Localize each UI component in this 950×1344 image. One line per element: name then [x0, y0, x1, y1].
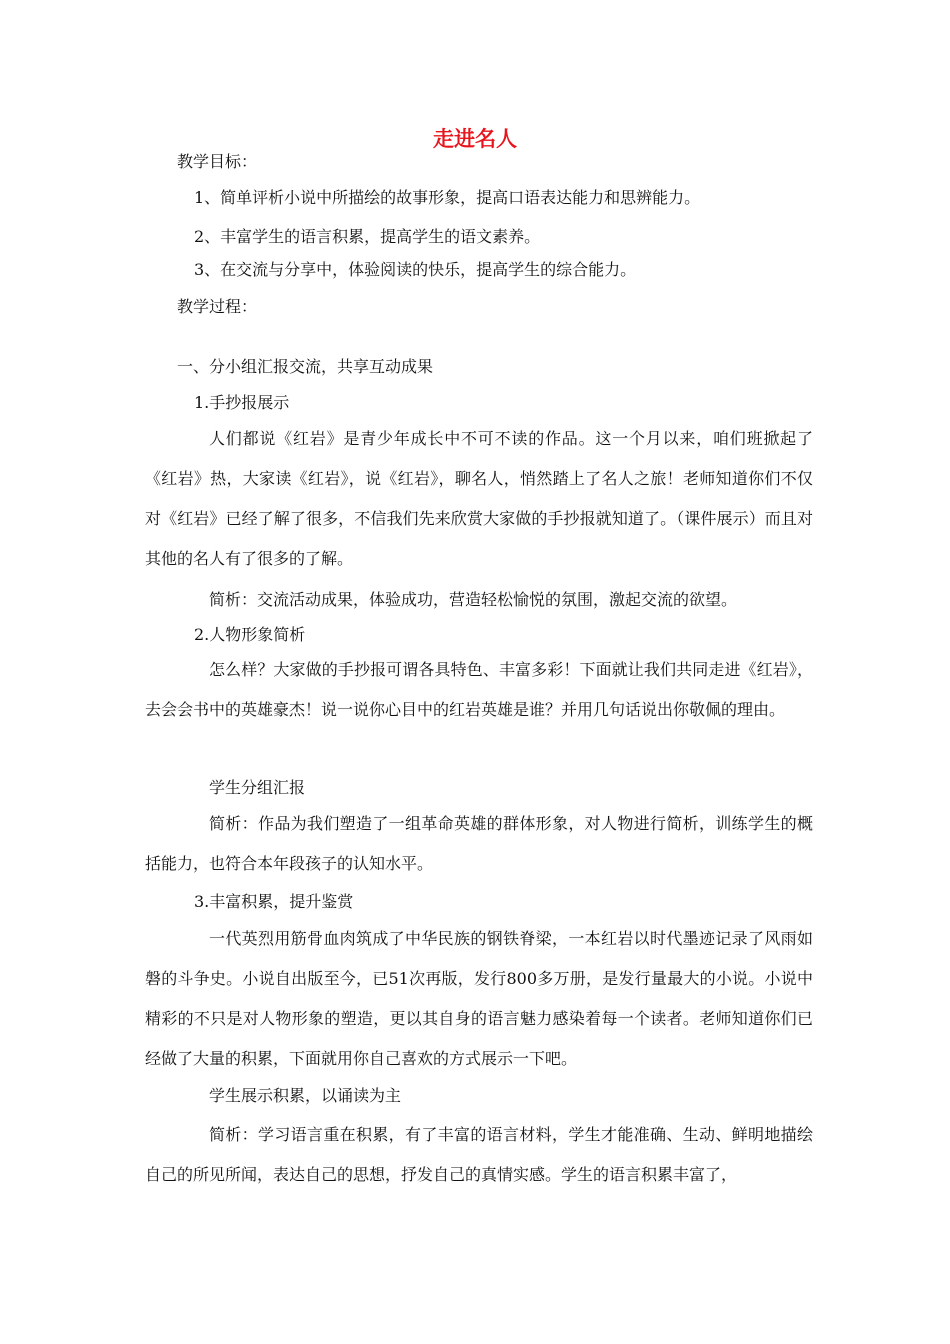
goal-item-2: 2、丰富学生的语言积累，提高学生的语文素养。 [194, 227, 541, 246]
subsection-2-heading: 2.人物形象简析 [194, 625, 306, 644]
subsection-2-activity: 学生分组汇报 [209, 778, 306, 797]
subsection-3-analysis: 简析：学习语言重在积累，有了丰富的语言材料，学生才能准确、生动、鲜明地描绘自己的所见所闻，表达自己的思想，抒发自己的真情实感。学生的语言积累丰富了， [145, 1125, 813, 1184]
subsection-2-paragraph: 怎么样？大家做的手抄报可谓各具特色、丰富多彩！下面就让我们共同走进《红岩》，去会会书中的英雄豪杰！说一说你心目中的红岩英雄是谁？并用几句话说出你敬佩的理由。 [145, 660, 813, 719]
subsection-1-analysis: 简析：交流活动成果，体验成功，营造轻松愉悦的氛围，激起交流的欲望。 [209, 590, 738, 609]
subsection-3-activity: 学生展示积累，以诵读为主 [209, 1086, 402, 1105]
goal-item-3: 3、在交流与分享中，体验阅读的快乐，提高学生的综合能力。 [194, 260, 637, 279]
goals-heading: 教学目标： [177, 152, 258, 171]
subsection-2-analysis: 简析：作品为我们塑造了一组革命英雄的群体形象，对人物进行简析，训练学生的概括能力，也符合本年段孩子的认知水平。 [145, 814, 813, 873]
document-title: 走进名人 [433, 127, 517, 151]
subsection-3-heading: 3.丰富积累，提升鉴赏 [194, 892, 354, 911]
subsection-1-heading: 1.手抄报展示 [194, 393, 290, 412]
goal-item-1: 1、简单评析小说中所描绘的故事形象，提高口语表达能力和思辨能力。 [194, 188, 701, 207]
process-heading: 教学过程： [177, 297, 258, 316]
subsection-1-paragraph: 人们都说《红岩》是青少年成长中不可不读的作品。这一个月以来，咱们班掀起了《红岩》热，大家读《红岩》，说《红岩》，聊名人，悄然踏上了名人之旅！老师知道你们不仅对《红岩》已经了解了很多，不信我们先来欣赏大家做的手抄报就知道了。（课件展示）而且对其他的名人有了很多的了解。 [145, 429, 813, 568]
subsection-3-paragraph: 一代英烈用筋骨血肉筑成了中华民族的钢铁脊梁，一本红岩以时代墨迹记录了风雨如磐的斗争史。小说自出版至今，已51次再版，发行800多万册，是发行量最大的小说。小说中精彩的不只是对人物形象的塑造，更以其自身的语言魅力感染着每一个读者。老师知道你们已经做了大量的积累，下面就用你自己喜欢的方式展示一下吧。 [145, 929, 813, 1068]
section-1-heading: 一、分小组汇报交流，共享互动成果 [177, 357, 434, 376]
